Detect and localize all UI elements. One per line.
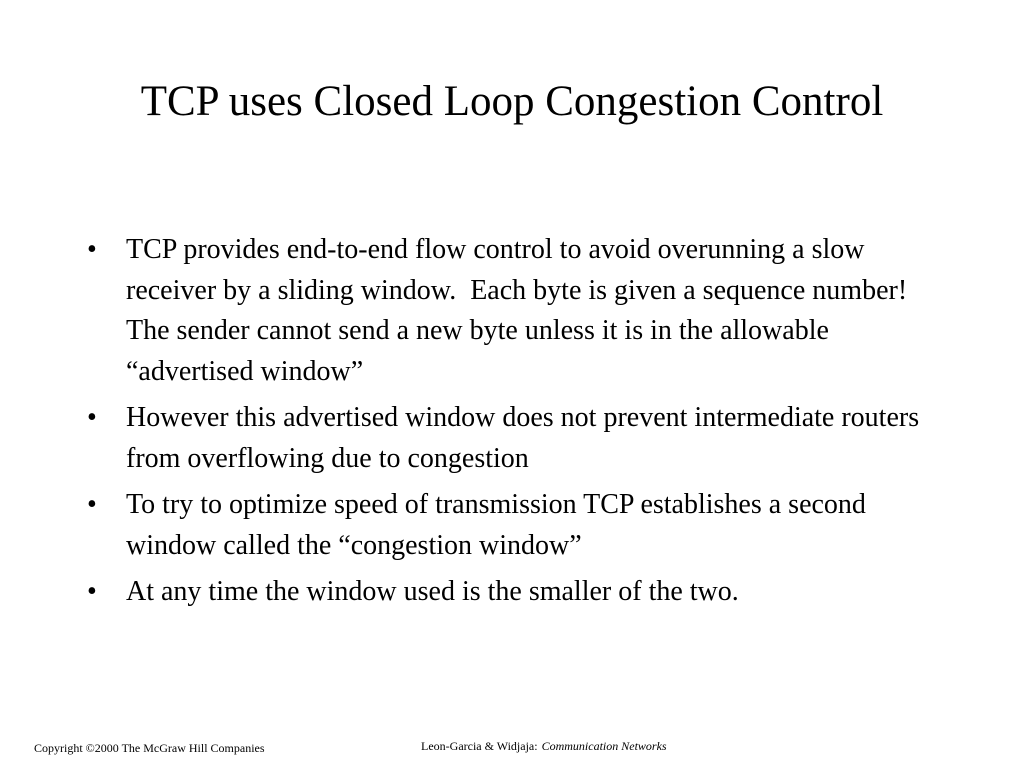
bullet-text: TCP provides end-to-end flow control to avoid overunning a slow receiver by a sliding window. Each byte is given a sequence number! The sender cannot send a new byte unless it is in the allowable “advertised window” <box>126 234 921 387</box>
bullet-item <box>84 230 944 392</box>
bullet-text: At any time the window used is the smaller of the two. <box>126 576 739 607</box>
footer-authors: Leon-Garcia & Widjaja: <box>421 739 538 753</box>
bullet-marker: • <box>87 234 97 265</box>
footer-copyright: Copyright ©2000 The McGraw Hill Companies <box>34 741 265 755</box>
bullet-marker: • <box>87 489 97 520</box>
bullet-marker: • <box>87 576 97 607</box>
footer-book-title: Communication Networks <box>541 739 667 753</box>
bullet-text: However this advertised window does not prevent intermediate routers from overflowing due to congestion <box>126 402 927 474</box>
footer-citation <box>421 739 667 753</box>
bullet-list <box>84 230 944 619</box>
bullet-item <box>84 485 944 566</box>
bullet-item <box>84 572 944 613</box>
bullet-text: To try to optimize speed of transmission TCP establishes a second window called the “congestion window” <box>126 489 873 561</box>
slide-title: TCP uses Closed Loop Congestion Control <box>140 78 884 125</box>
bullet-item <box>84 398 944 479</box>
bullet-marker: • <box>87 402 97 433</box>
